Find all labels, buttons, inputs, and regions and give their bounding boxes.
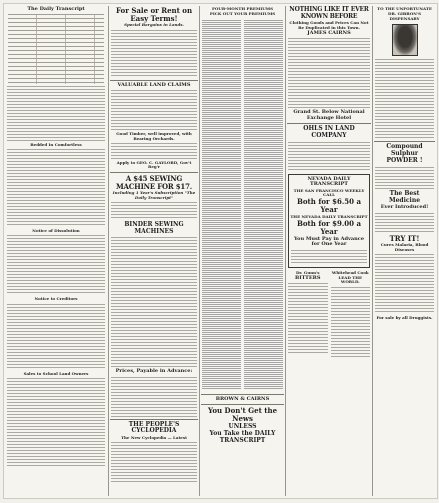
heading-creditors: Notice to Creditors [34, 296, 78, 302]
dispensary-name: DR. GIBBON'S DISPENSARY [388, 11, 421, 21]
ad-text [111, 442, 197, 482]
article-text [7, 149, 105, 227]
bitters: BITTERS [295, 274, 321, 281]
heading-bedded: Bedded In Comfortless [30, 141, 82, 147]
cures-text [375, 254, 434, 314]
both-price-2: Both for $9.00 a Year [296, 219, 362, 236]
medicine-text [375, 213, 434, 233]
sulphur-heading: Compound Sulphur [386, 143, 423, 157]
subscription-text [291, 250, 367, 264]
ad-land-body: Good Timber, well improved, with Bearing Orchards. [116, 131, 192, 141]
shipping-table [8, 14, 104, 84]
clothing-banner: NOTHING LIKE IT EVER KNOWN BEFORE [289, 6, 369, 20]
pay-advance: You Must Pay in Advance for One Year [293, 235, 365, 248]
clothing-text [288, 38, 370, 108]
divider [110, 80, 198, 81]
column-rule [372, 6, 373, 496]
article-text [7, 235, 105, 295]
ad-subtitle-cyclopedia: The New Cyclopedia — Latest [121, 434, 187, 440]
masthead: The Daily Transcript [27, 6, 85, 12]
daily-transcript: THE NEVADA DAILY TRANSCRIPT [290, 213, 368, 219]
powder-text [375, 167, 434, 189]
news-take-transcript: You Take the DAILY TRANSCRIPT [209, 430, 276, 444]
ad-title-sewing: A $45 SEWING MACHINE FOR $17. [116, 173, 192, 191]
article-text [7, 378, 105, 468]
article-text [7, 86, 105, 141]
column-1 [6, 6, 106, 496]
ever-introduced: Ever Introduced! [380, 204, 429, 211]
ad-subtitle-sewing: Including 1 Year's Subscription "The Daily Transcript" [112, 190, 196, 200]
sold-by: For sale by all Druggists. [376, 315, 433, 321]
divider [374, 141, 435, 142]
ad-text [111, 377, 197, 417]
land-text [288, 142, 370, 172]
powder-heading: POWDER ! [386, 157, 423, 165]
column-5 [374, 6, 435, 496]
ad-text [111, 30, 197, 78]
column-rule [108, 6, 109, 496]
divider [110, 419, 198, 420]
premium-subheading: PICK OUT YOUR PREMIUMS [209, 11, 276, 17]
nevada-transcript: NEVADA DAILY TRANSCRIPT [307, 175, 351, 188]
ad-subtitle-sale: Special Bargains in Lands. [124, 22, 184, 28]
stove-text [331, 287, 371, 357]
clothing-sub: Clothing Goods and Prices Can Not Be Duplicated in this Town. [289, 20, 369, 30]
unfortunate-heading: TO THE UNFORTUNATE [377, 6, 432, 11]
best-medicine: The Best Medicine [388, 189, 421, 204]
ad-text [111, 90, 197, 130]
column-2 [110, 6, 198, 496]
brown-cairns: BROWN & CAIRNS [215, 395, 270, 402]
portrait-image [392, 24, 418, 56]
ad-title-sale: For Sale or Rent on Easy Terms! [115, 6, 193, 23]
try-it: TRY IT! [389, 233, 420, 243]
divider [110, 172, 198, 173]
divider [201, 404, 284, 405]
land-company: OHLS IN LAND COMPANY [303, 125, 355, 140]
news-headline: You Don't Get the News [207, 406, 278, 423]
ad-text [111, 143, 197, 159]
ad-title-binder: BINDER SEWING MACHINES [124, 220, 184, 235]
ad-title-land: VALUABLE LAND CLAIMS [117, 81, 191, 88]
ad-text [111, 237, 197, 367]
premium-heading: FOUR-MONTH PREMIUMS [212, 6, 273, 11]
lead-world: LEAD THE WORLD. [338, 274, 363, 285]
column-rule [285, 6, 286, 496]
ad-land-apply: Apply to GEO. C. GAYLORD, Gov't Reg'r [116, 160, 192, 170]
ad-text [111, 202, 197, 220]
both-price-1: Both for $6.50 a Year [296, 197, 362, 215]
premium-list-left [202, 20, 241, 390]
premium-list-right [244, 20, 283, 390]
column-3 [201, 6, 284, 496]
dr-gunn: Dr. Gunn's [295, 269, 320, 275]
bitters-text [288, 283, 328, 353]
newspaper-page [3, 3, 438, 499]
article-text [7, 304, 105, 370]
heading-dissolution: Notice of Dissolution [32, 227, 80, 233]
column-4 [287, 6, 371, 496]
column-rule [199, 6, 200, 496]
clothing-store: Grand St. Below National Exchange Hotel [293, 109, 365, 121]
news-unless: UNLESS [228, 422, 257, 430]
clothing-name: JAMES CAIRNS [307, 29, 351, 36]
divider [287, 123, 371, 124]
ad-title-prices: Prices, Payable in Advance: [115, 368, 193, 375]
whitehead-cook: Whitehead Cook [331, 269, 369, 275]
cures: Cures Malaria, Blood Diseases [380, 242, 429, 252]
heading-school-lands: Sales to School Land Owners [23, 370, 89, 376]
sf-call: THE SAN FRANCISCO WEEKLY CALL [293, 187, 365, 198]
divider [201, 394, 284, 395]
ad-title-cyclopedia: THE PEOPLE'S CYCLOPEDIA [128, 420, 180, 435]
dispensary-text [375, 59, 434, 139]
